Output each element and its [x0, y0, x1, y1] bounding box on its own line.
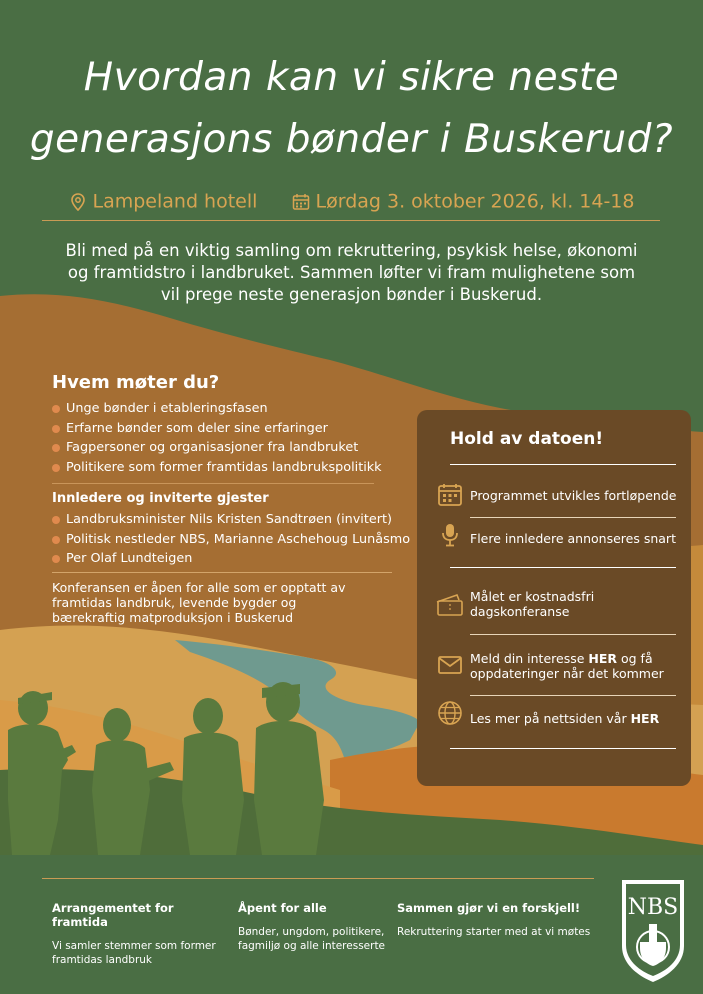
mail-icon: [437, 652, 463, 678]
card-item-program: Programmet utvikles fortløpende: [470, 488, 677, 503]
bullet-dot: [52, 464, 60, 472]
calendar-icon: [292, 193, 310, 211]
speakers-list: [52, 510, 410, 569]
speakers-heading: Innledere og inviterte gjester: [52, 491, 269, 506]
calendar-icon: [437, 482, 463, 508]
list-item: Politisk nestleder NBS, Marianne Aschehoug Lunåsmo: [52, 530, 410, 550]
list-item: Politikere som former framtidas landbrukspolitikk: [52, 458, 382, 478]
who-list: [52, 399, 382, 477]
bullet-dot: [52, 425, 60, 433]
divider: [42, 878, 594, 879]
card-item-speakers: Flere innledere annonseres snart: [470, 531, 676, 546]
svg-text:NBS: NBS: [627, 895, 679, 920]
bullet-dot: [52, 516, 60, 524]
list-item: Erfarne bønder som deler sine erfaringer: [52, 419, 382, 439]
microphone-icon: [437, 522, 463, 548]
list-item: Fagpersoner og organisasjoner fra landbruket: [52, 438, 382, 458]
card-item-free: Målet er kostnadsfri dagskonferanse: [470, 589, 595, 619]
nbs-logo: [618, 876, 688, 984]
footer-column: Arrangementet for framtida Vi samler stemmer som former framtidas landbruk: [52, 901, 216, 966]
card-item-website[interactable]: Les mer på nettsiden vår HER: [470, 711, 660, 726]
globe-icon: [437, 700, 463, 726]
card-item-register[interactable]: Meld din interesse HER og få oppdateringer når det kommer: [470, 651, 664, 681]
divider: [52, 572, 392, 573]
card-title: Hold av datoen!: [450, 429, 604, 449]
bullet-dot: [52, 444, 60, 452]
footer-column: Sammen gjør vi en forskjell! Rekruttering starter med at vi møtes: [397, 901, 591, 938]
divider: [470, 517, 676, 518]
divider: [470, 634, 676, 635]
event-date: Lørdag 3. oktober 2026, kl. 14-18: [315, 190, 635, 213]
intro-text: Bli med på en viktig samling om rekruttering, psykisk helse, økonomi og framtidstro i landbruket. Sammen løfter vi fram mulighetene som vil prege neste generasjon bønder i Buskerud.: [65, 241, 638, 304]
map-pin-icon: [69, 193, 87, 211]
list-item: Landbruksminister Nils Kristen Sandtrøen (invitert): [52, 510, 410, 530]
divider: [52, 483, 374, 484]
bullet-dot: [52, 536, 60, 544]
divider: [450, 464, 676, 465]
bullet-dot: [52, 405, 60, 413]
divider: [450, 748, 676, 749]
bullet-dot: [52, 555, 60, 563]
register-link[interactable]: HER: [588, 651, 618, 666]
conference-note: Konferansen er åpen for alle som er opptatt av framtidas landbruk, levende bygder og bærekraftig matproduksjon i Buskerud: [52, 580, 346, 625]
page-title-line-2: generasjons bønder i Buskerud?: [29, 117, 674, 162]
website-link[interactable]: HER: [630, 711, 660, 726]
event-location: Lampeland hotell: [92, 190, 258, 213]
event-info-row: [0, 190, 703, 213]
list-item: Per Olaf Lundteigen: [52, 549, 410, 569]
page-title-line-1: Hvordan kan vi sikre neste: [83, 55, 620, 100]
ticket-icon: [435, 592, 465, 618]
who-heading: Hvem møter du?: [52, 372, 220, 393]
divider: [470, 695, 676, 696]
footer-column: Åpent for alle Bønder, ungdom, politikere, fagmiljø og alle interesserte: [238, 901, 386, 952]
divider: [42, 220, 660, 221]
list-item: Unge bønder i etableringsfasen: [52, 399, 382, 419]
divider: [450, 567, 676, 568]
